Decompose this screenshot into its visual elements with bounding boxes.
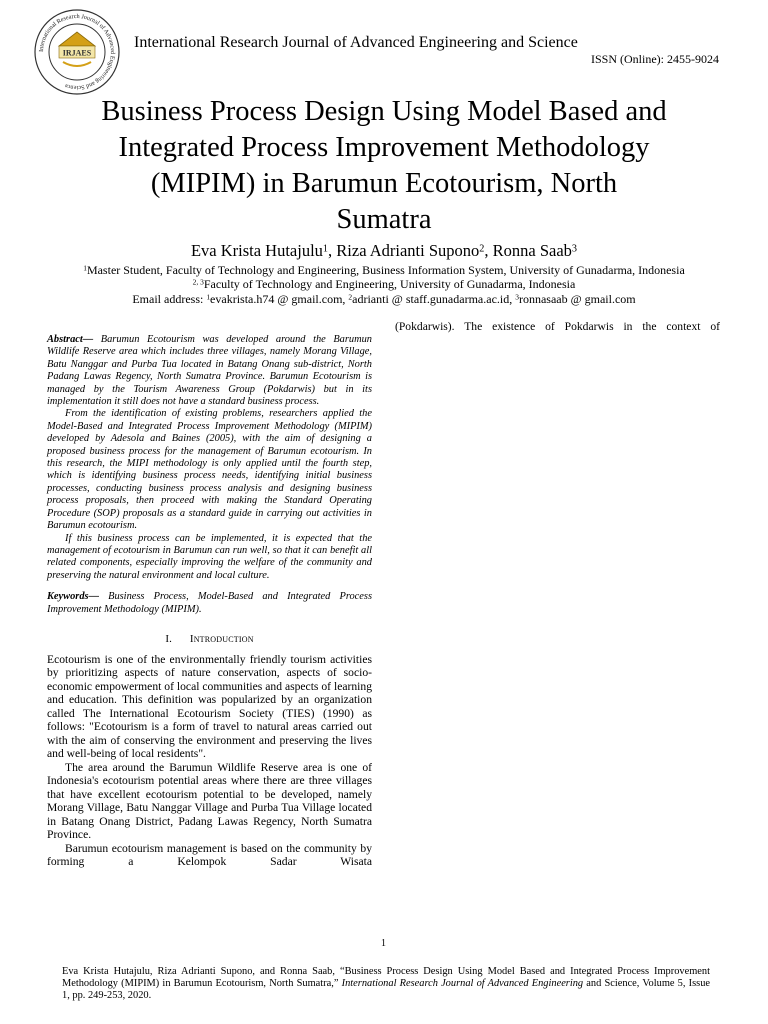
author-sup: 3	[571, 243, 578, 255]
right-column	[395, 320, 720, 334]
section-title: Introduction	[189, 632, 254, 645]
email-sup: 1	[206, 292, 211, 302]
section-numeral: I.	[165, 632, 173, 645]
logo-ring-text: International Research Journal of Advanced Engineering and Science	[37, 12, 117, 92]
email-label: Email address:	[132, 292, 207, 306]
journal-name: International Research Journal of Advanced Engineering and Science	[134, 34, 578, 51]
right-column-text: (Pokdarwis). The existence of Pokdarwis in the context of	[395, 320, 720, 333]
author-name: Ronna Saab	[492, 241, 572, 260]
intro-p1: Ecotourism is one of the environmentally friendly tourism activities by prioritizing aspects of nature conservation, aspects of socio-economic empowerment of local communities and aspects of learning and education. This definition was popularized by an organization called The International Ecotourism Society (TIES) (1990) as follows: "Ecotourism is a form of travel to natural areas carried out with the aim of conserving the environment and preserving the lives and well-being of local residents".	[47, 652, 372, 761]
affil-text: Faculty of Technology and Engineering, University of Gunadarma, Indonesia	[203, 277, 576, 291]
author-sup: 1	[322, 243, 329, 255]
keywords	[47, 591, 372, 616]
issn: ISSN (Online): 2455-9024	[591, 52, 719, 66]
author-name: Riza Adrianti Supono	[336, 241, 480, 260]
abstract	[47, 334, 372, 582]
affil-sup: 2, 3	[192, 277, 204, 287]
paper-title: Business Process Design Using Model Based and Integrated Process Improvement Methodology (MIPIM) in Barumun Ecotourism, North Sumatra	[101, 96, 667, 235]
citation-rest: and Science, Volume 5, Issue 1, pp. 249-253, 2020.	[62, 978, 710, 1002]
keywords-text: Business Process, Model-Based and Integrated Process Improvement Methodology (MIPIM).	[47, 591, 372, 615]
logo-text: IRJAES	[62, 48, 92, 58]
section-heading-introduction	[47, 633, 372, 645]
citation-text: Eva Krista Hutajulu, Riza Adrianti Supono, and Ronna Saab, “Business Process Design Using Model Based and Integrated Process Improvement Methodology (MIPIM) in Barumun Ecotourism, North Sumatra,”	[62, 966, 710, 990]
author-sep: ,	[484, 241, 493, 260]
journal-logo	[33, 8, 121, 96]
author-sup: 2	[479, 243, 485, 255]
email-line	[0, 292, 768, 306]
affiliation-2	[0, 277, 768, 291]
email-sup: 3	[515, 292, 519, 302]
author-sep: ,	[328, 241, 337, 260]
introduction-body	[47, 653, 372, 869]
left-column	[47, 334, 372, 869]
email-address[interactable]: ronnasaab @ gmail.com	[518, 292, 636, 306]
intro-p3: Barumun ecotourism management is based on the community by forming a Kelompok Sadar Wisata	[47, 841, 372, 869]
affil-text: Master Student, Faculty of Technology and Engineering, Business Information System, University of Gunadarma, Indonesia	[86, 263, 685, 277]
footer-citation	[62, 966, 710, 1002]
citation-journal: International Research Journal of Advanced Engineering	[341, 978, 584, 990]
abstract-p1: Barumun Ecotourism was developed around the Barumun Wildlife Reserve area which includes three villages, namely Morang Village, Batu Nanggar and Purba Tua located in Batang Onang sub-district, North Padang Lawas Regency, North Sumatra Province. Barumun Ecotourism is managed by the Tourism Awareness Group (Pokdarwis) but in its implementation it still does not have a standard business process.	[47, 334, 372, 408]
author-name: Eva Krista Hutajulu	[190, 241, 323, 260]
abstract-p2: From the identification of existing problems, researchers applied the Model-Based and Integrated Process Improvement Methodology (MIPIM) developed by Adesola and Baines (2005), with the aim of designing a proposed business process for the management of Barumun ecotourism. In this research, the MIPI methodology is only applied until the fourth step, which is identifying business process needs, identifying initial business processes, conducting business process analysis and designing business process proposals, then proceed with making the Standard Operating Procedure (SOP) proposals as a standard guide in carrying out activities in Barumun ecotourism.	[47, 408, 372, 532]
email-address[interactable]: evakrista.h74 @ gmail.com,	[210, 292, 349, 306]
author-list	[0, 241, 768, 261]
abstract-p3: If this business process can be implemented, it is expected that the management of ecotourism in Barumun can run well, so that it can benefit all related components, especially improving the welfare of the community and preserving the natural environment and local culture.	[47, 532, 372, 581]
page-number: 1	[381, 938, 386, 949]
intro-p2: The area around the Barumun Wildlife Reserve area is one of Indonesia's ecotourism potential areas where there are three villages that have excellent ecotourism potential to be developed, namely Morang Village, Batu Nanggar Village and Purba Tua Village located in Batang Onang District, Padang Lawas Regency, North Sumatra Province.	[47, 760, 372, 842]
email-address[interactable]: adrianti @ staff.gunadarma.ac.id,	[352, 292, 516, 306]
affil-sup: 1	[83, 263, 87, 273]
email-sup: 2	[348, 292, 353, 302]
abstract-label: Abstract—	[47, 334, 94, 345]
affiliation-1	[0, 263, 768, 277]
keywords-label: Keywords—	[47, 591, 99, 603]
